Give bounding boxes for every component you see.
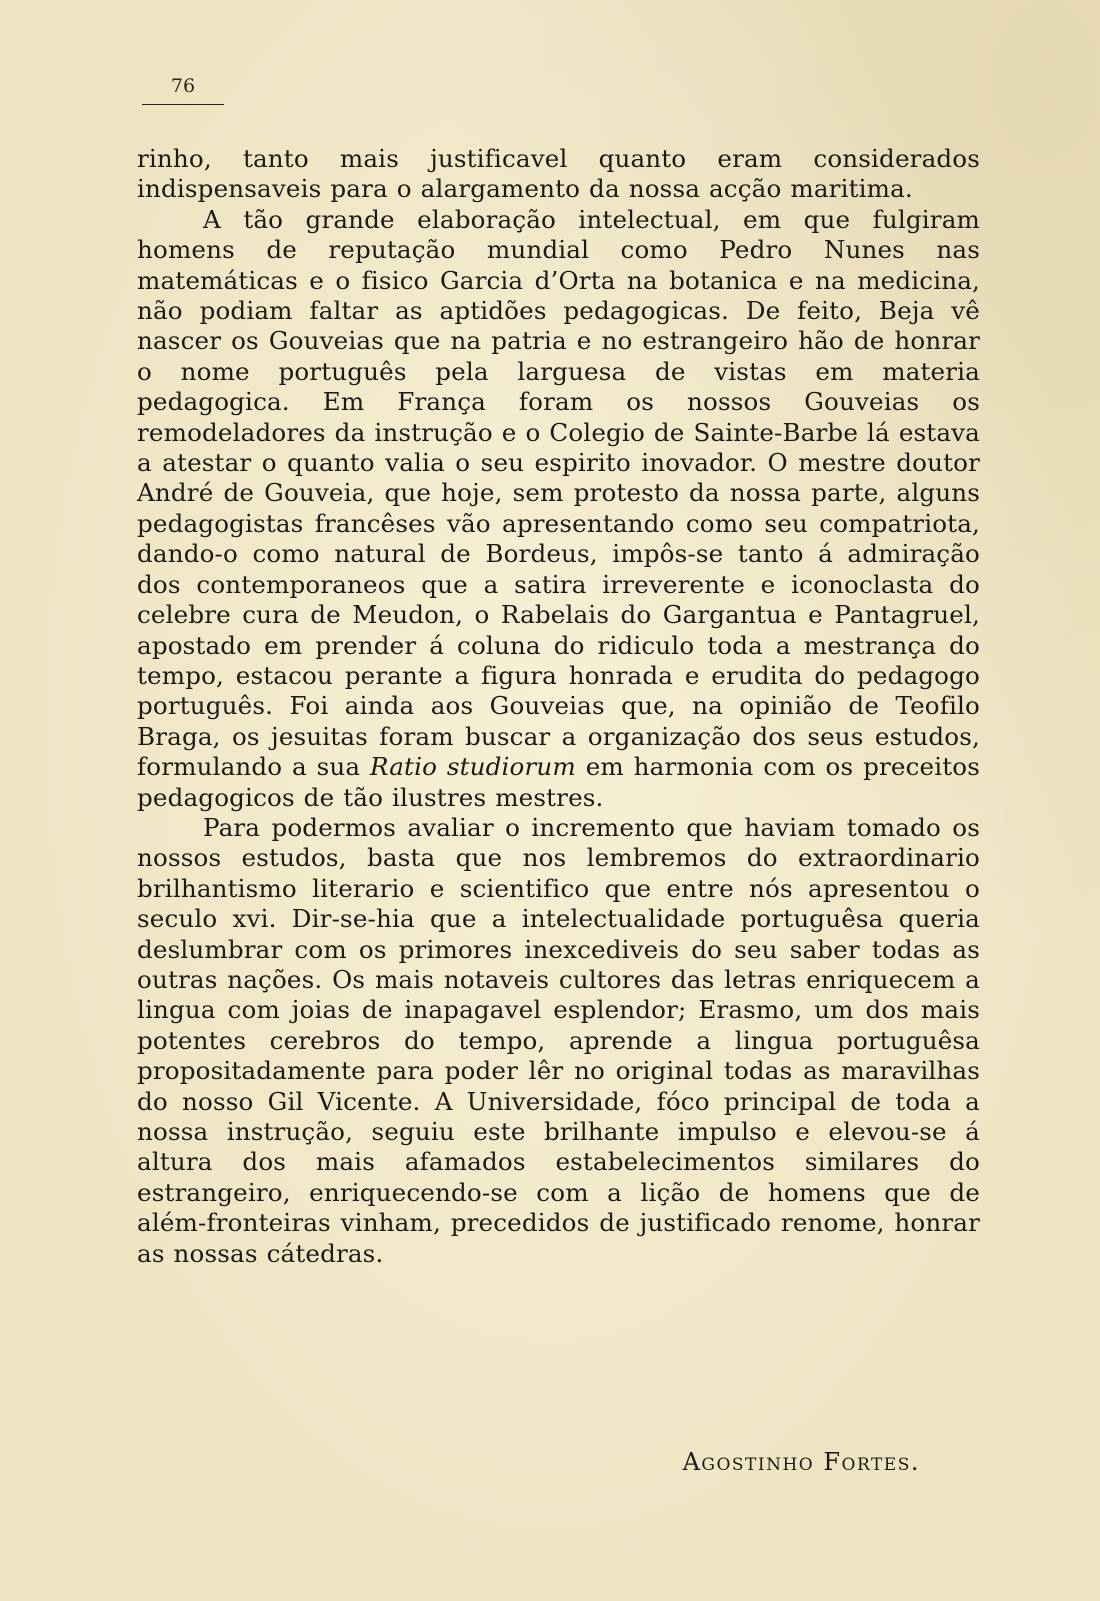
paragraph-2-text-end: em harmonia com os preceitos pedagogicos de tão ilustres mestres. [137, 752, 980, 812]
body-text [137, 144, 980, 1269]
paragraph-2-text: A tão grande elaboração intelectual, em que fulgiram homens de reputação mundial como Pedro Nunes nas matemáticas e o fisico Garcia d’Orta na botanica e na medicina, não podiam faltar as aptidões pedagogicas. De feito, Beja vê nascer os Gouveias que na patria e no estrangeiro hão de honrar o nome português pela larguesa de vistas em materia pedagogica. Em França foram os nossos Gouveias os remodeladores da instrução e o Colegio de Sainte-Barbe lá estava a atestar o quanto valia o seu espirito inovador. O mestre doutor André de Gouveia, que hoje, sem protesto da nossa parte, alguns pedagogistas francêses vão apresentando como seu compatriota, dando-o como natural de Bordeus, impôs-se tanto á admiração dos contemporaneos que a satira irreverente e iconoclasta do celebre cura de Meudon, o Rabelais do Gargantua e Pantagruel, apostado em prender á coluna do ridiculo toda a mestrança do tempo, estacou perante a figura honrada e erudita do pedagogo português. Foi ainda aos Gouveias que, na opinião de Teofilo Braga, os jesuitas foram buscar a organização dos seus estudos, formulando a sua [137, 204, 980, 782]
paragraph-2 [137, 205, 980, 813]
author-signature: Agostinho Fortes. [682, 1448, 920, 1476]
paragraph-1: rinho, tanto mais justificavel quanto eram considerados indispensaveis para o alargamento da nossa acção maritima. [137, 144, 980, 204]
page-header [142, 74, 224, 105]
ratio-studiorum-title: Ratio studiorum [370, 752, 576, 782]
page-number-rule [142, 104, 224, 105]
page-number: 76 [170, 75, 196, 97]
paragraph-3: Para podermos avaliar o incremento que haviam tomado os nossos estudos, basta que nos lembremos do extraordinario brilhantismo literario e scientifico que entre nós apresentou o seculo xvi. Dir-se-hia que a intelectualidade portuguêsa queria deslumbrar com os primores inexcediveis do seu saber todas as outras nações. Os mais notaveis cultores das letras enriquecem a lingua com joias de inapagavel esplendor; Erasmo, um dos mais potentes cerebros do tempo, aprende a lingua portuguêsa propositadamente para poder lêr no original todas as maravilhas do nosso Gil Vicente. A Universidade, fóco principal de toda a nossa instrução, seguiu este brilhante impulso e elevou-se á altura dos mais afamados estabelecimentos similares do estrangeiro, enriquecendo-se com a lição de homens que de além-fronteiras vinham, precedidos de justificado renome, honrar as nossas cátedras. [137, 812, 980, 1268]
